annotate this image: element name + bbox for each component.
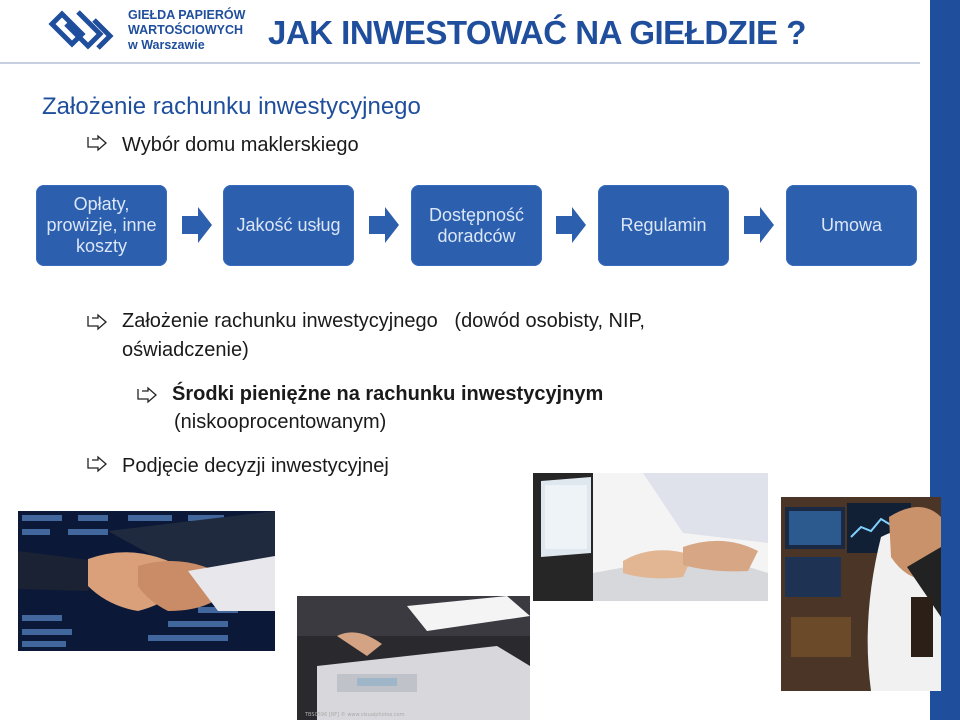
header-divider <box>0 62 920 64</box>
logo-line-3: w Warszawie <box>128 38 205 52</box>
bullet-text: Środki pieniężne na rachunku inwestycyjnym <box>172 383 604 405</box>
right-arrow-icon <box>182 207 212 243</box>
keyboard-typing-photo <box>533 473 768 601</box>
right-arrow-icon <box>556 207 586 243</box>
bullet-text: Podjęcie decyzji inwestycyjnej <box>122 455 389 477</box>
bullet-choose-broker <box>86 134 359 157</box>
step-regulations: Regulamin <box>598 185 729 266</box>
gpw-logo-text <box>128 8 245 53</box>
arrow-outline-icon <box>86 307 122 340</box>
page-title: JAK INWESTOWAĆ NA GIEŁDZIE ? <box>268 14 806 51</box>
arrow-outline-icon <box>86 134 122 157</box>
section-title: Założenie rachunku inwestycyjnego <box>42 93 421 120</box>
broker-selection-steps <box>36 185 918 267</box>
arrow-outline-icon <box>136 380 172 413</box>
logo-line-2: WARTOŚCIOWYCH <box>128 23 244 37</box>
logo-line-1: GIEŁDA PAPIERÓW <box>128 8 246 22</box>
right-arrow-icon <box>369 207 399 243</box>
bullet-text: Wybór domu maklerskiego <box>122 134 359 156</box>
step-fees: Opłaty, prowizje, inne koszty <box>36 185 167 266</box>
fax-machine-photo <box>297 596 530 720</box>
bullet-funds <box>136 380 756 413</box>
step-service-quality: Jakość usług <box>223 185 354 266</box>
gpw-logo <box>48 6 268 58</box>
right-arrow-icon <box>744 207 774 243</box>
step-contract: Umowa <box>786 185 917 266</box>
bullet-open-account <box>86 307 776 365</box>
handshake-photo <box>18 511 275 651</box>
gpw-logo-icon <box>48 6 122 56</box>
photo-caption: TBS0596 [RF] © www.visualphotos.com <box>305 712 405 718</box>
trader-phone-photo <box>781 497 941 691</box>
arrow-outline-icon <box>86 455 122 478</box>
step-advisors: Dostępność doradców <box>411 185 542 266</box>
bullet-funds-note: (niskooprocentowanym) <box>174 411 387 433</box>
bullet-decision <box>86 455 389 478</box>
bullet-text: Założenie rachunku inwestycyjnego (dowód osobisty, NIP, oświadczenie) <box>122 310 651 361</box>
